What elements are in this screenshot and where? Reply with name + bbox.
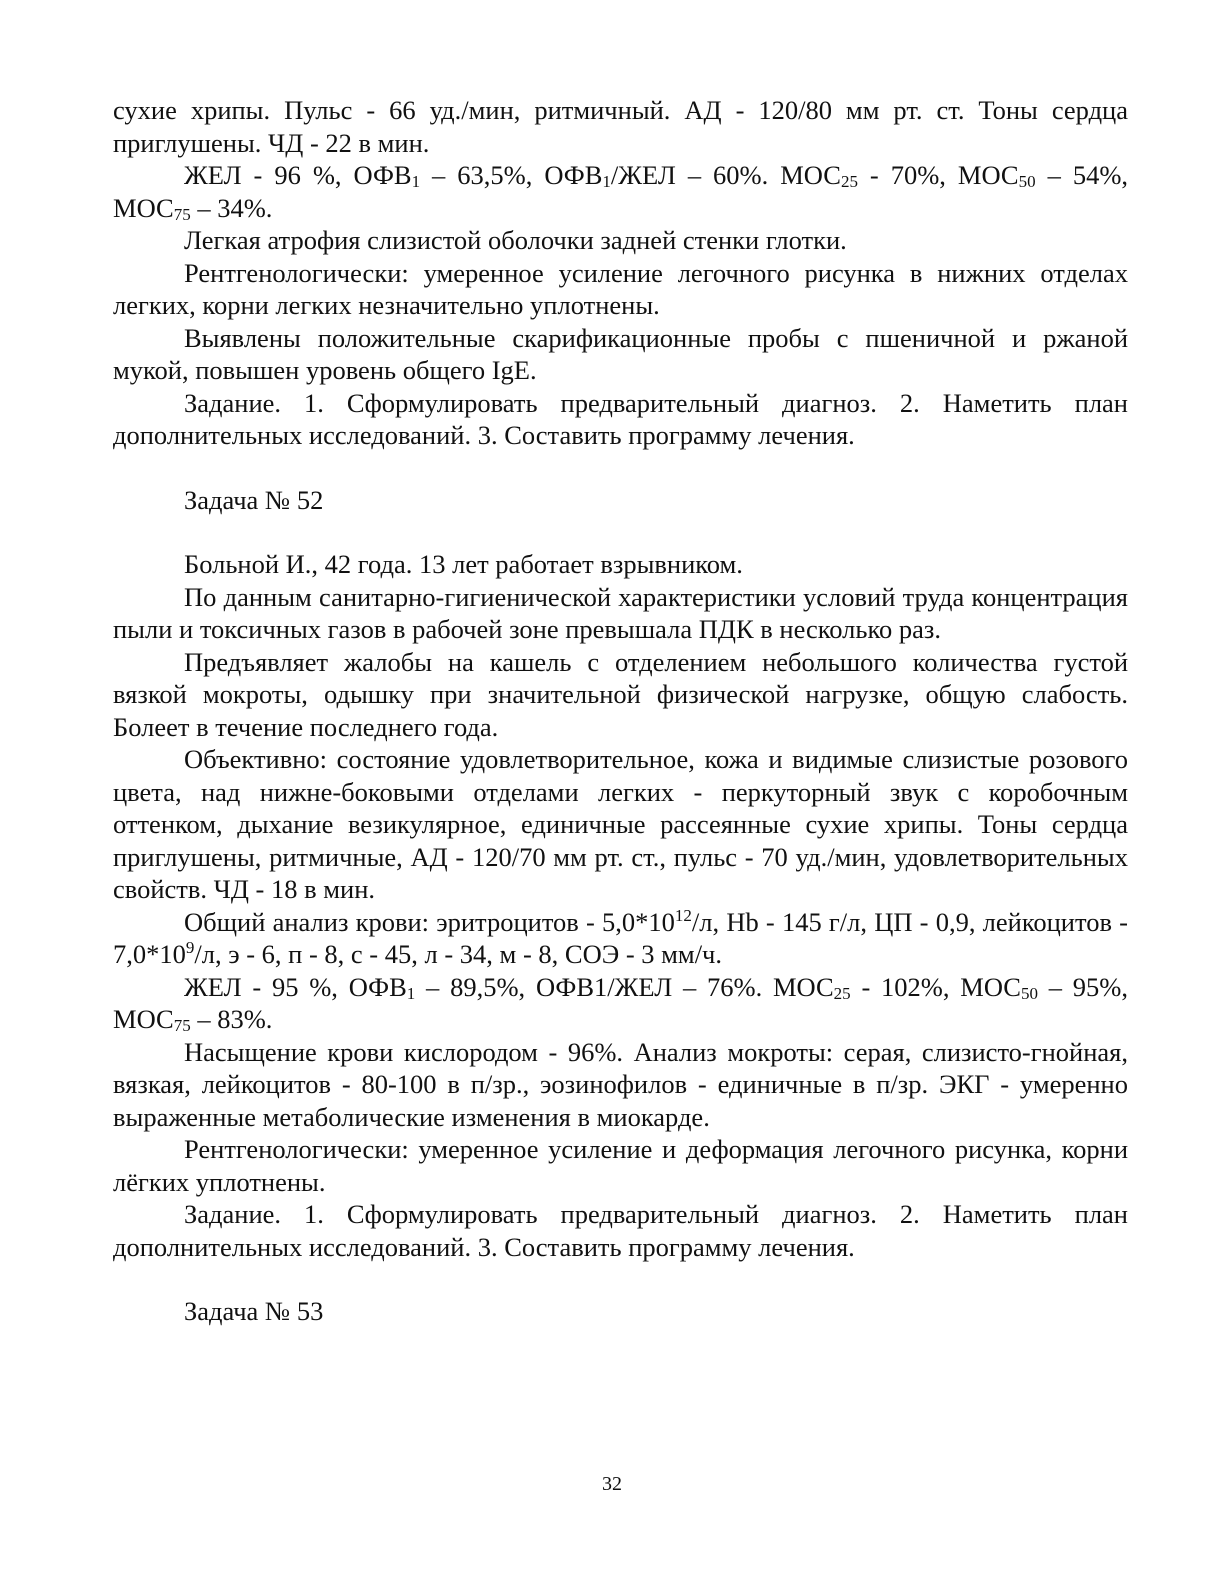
page-number: 32 [602, 1473, 622, 1495]
paragraph: сухие хрипы. Пульс - 66 уд./мин, ритмичный. АД - 120/80 мм рт. ст. Тоны сердца приглушены. ЧД - 22 в мин. [113, 95, 1128, 158]
paragraph: Объективно: состояние удовлетворительное, кожа и видимые слизистые розового цвета, над нижне-боковыми отделами легких - перкуторный звук с коробочным оттенком, дыхание везикулярное, единичные рассеянные сухие хрипы. Тоны сердца приглушены, ритмичные, АД - 120/70 мм рт. ст., пульс - 70 уд./мин, удовлетворительных свойств. ЧД - 18 в мин. [113, 744, 1128, 904]
page-body [113, 94, 1128, 1360]
assignment-paragraph: Задание. 1. Сформулировать предварительный диагноз. 2. Наметить план дополнительных исследований. 3. Составить программу лечения. [113, 1199, 1128, 1262]
task-heading: Задача № 52 [184, 484, 324, 515]
paragraph: Больной И., 42 года. 13 лет работает взрывником. [184, 549, 743, 579]
paragraph: Рентгенологически: умеренное усиление легочного рисунка в нижних отделах легких, корни легких незначительно уплотнены. [113, 257, 1128, 320]
assignment-paragraph: Задание. 1. Сформулировать предварительный диагноз. 2. Наметить план дополнительных исследований. 3. Составить программу лечения. [113, 387, 1128, 450]
paragraph: Легкая атрофия слизистой оболочки задней стенки глотки. [184, 225, 847, 255]
spirometry-paragraph: ЖЕЛ - 95 %, $ОФВ_1 - 89,5\%$, ОФВ1/ЖЕЛ – 76%. $МОС_{25} - 102\%$, $МОС_{50} - 95\%$, $МОС_{75} - 83\%$. [113, 971, 1128, 1035]
paragraph: Насыщение крови кислородом - 96%. Анализ мокроты: серая, слизисто-гнойная, вязкая, лейкоцитов - 80-100 в п/зр., эозинофилов - единичные в п/зр. ЭКГ - умеренно выраженные метаболические изменения в миокарде. [113, 1036, 1128, 1132]
blood-test-paragraph: Общий анализ крови: эритроцитов - $5,0*10^{12}/л$, Hb - 145 г/л, ЦП - 0,9, лейкоцитов - $7,0*10^9/л$, э - 6, п - 8, с - 45, л - 34, м - 8, СОЭ - 3 мм/ч. [113, 905, 1128, 969]
task-heading: Задача № 53 [184, 1296, 324, 1326]
paragraph: По данным санитарно-гигиенической характеристики условий труда концентрация пыли и токсичных газов в рабочей зоне превышала ПДК в несколько раз. [113, 581, 1128, 644]
paragraph: Рентгенологически: умеренное усиление и деформация легочного рисунка, корни лёгких уплотнены. [113, 1134, 1128, 1197]
paragraph: Предъявляет жалобы на кашель с отделением небольшого количества густой вязкой мокроты, одышку при значительной физической нагрузке, общую слабость. Болеет в течение последнего года. [113, 646, 1128, 742]
paragraph: Выявлены положительные скарификационные пробы с пшеничной и ржаной мукой, повышен уровень общего IgE. [113, 322, 1128, 385]
spirometry-paragraph: ЖЕЛ - 96 %, $ОФВ_1 - 63,5\%$, $ОФВ_1$/ЖЕЛ – 60%. $МОС_{25} - 70\%$, $МОС_{50} - 54\%$, $МОС_{75} - 34\%$. [113, 160, 1129, 224]
